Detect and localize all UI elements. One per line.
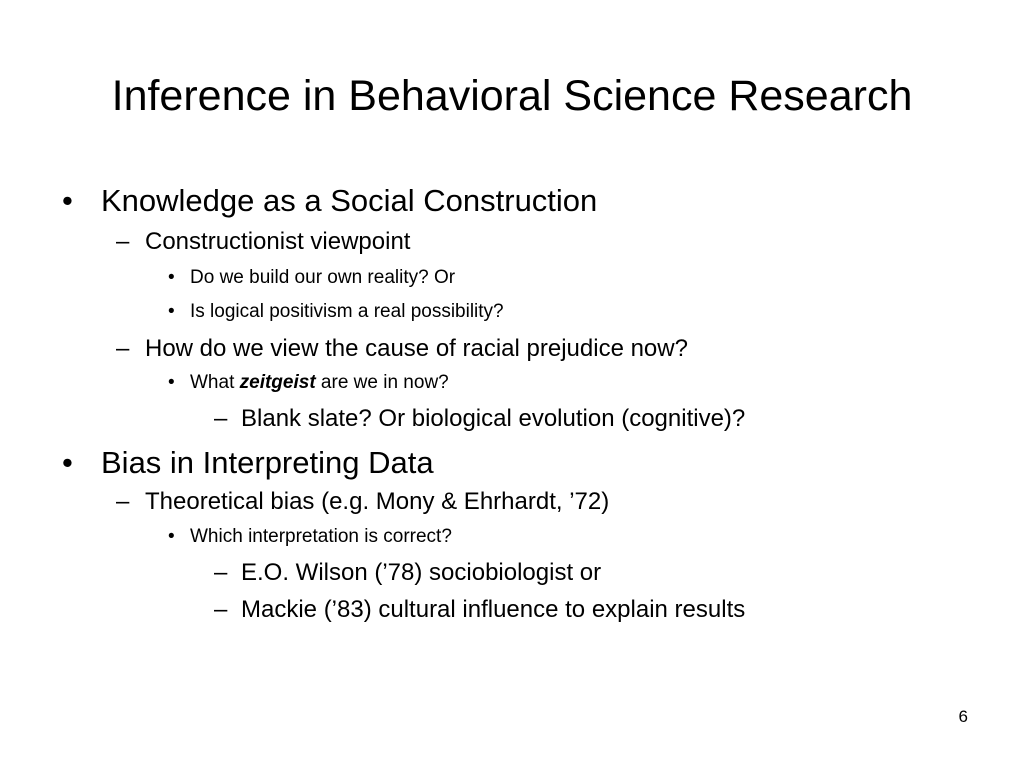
dash-marker: – <box>214 596 228 623</box>
bullet-text <box>190 370 449 396</box>
bullet-text: Which interpretation is correct? <box>190 526 452 547</box>
bullet-marker: • <box>168 372 175 393</box>
slide-title: Inference in Behavioral Science Research <box>111 72 913 120</box>
bullet-text: Mackie (’83) cultural influence to explain results <box>241 596 746 623</box>
page-number: 6 <box>958 707 968 726</box>
dash-marker: – <box>214 559 228 586</box>
bullet-text: E.O. Wilson (’78) sociobiologist or <box>241 559 602 586</box>
bullet-text: Is logical positivism a real possibility? <box>190 301 504 322</box>
bullet-marker: • <box>168 526 175 547</box>
bullet-marker: • <box>168 267 175 288</box>
bullet-text: Knowledge as a Social Construction <box>101 183 598 218</box>
bullet-text: Do we build our own reality? Or <box>190 267 456 288</box>
bullet-text: Blank slate? Or biological evolution (cognitive)? <box>241 405 746 432</box>
dash-marker: – <box>116 488 130 515</box>
text-before-emphasis: What <box>190 372 240 393</box>
bullet-marker: • <box>62 183 73 218</box>
text-after-emphasis: are we in now? <box>315 372 449 393</box>
bullet-text: Theoretical bias (e.g. Mony & Ehrhardt, ’72) <box>145 488 610 515</box>
bullet-marker: • <box>168 301 175 322</box>
bullet-text: How do we view the cause of racial prejudice now? <box>145 335 688 362</box>
dash-marker: – <box>116 228 130 255</box>
bullet-text: Constructionist viewpoint <box>145 228 411 255</box>
dash-marker: – <box>214 405 228 432</box>
zeitgeist-emphasis: zeitgeist <box>239 372 316 393</box>
dash-marker: – <box>116 335 130 362</box>
bullet-marker: • <box>62 445 73 480</box>
bullet-text: Bias in Interpreting Data <box>101 445 434 480</box>
